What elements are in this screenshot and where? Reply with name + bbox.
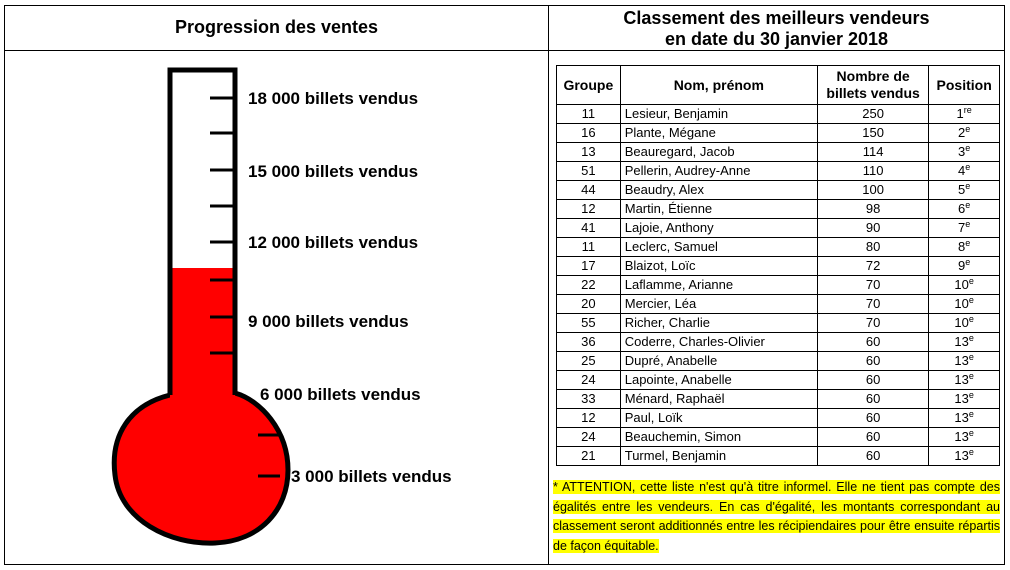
cell-nom: Leclerc, Samuel [620,238,817,257]
cell-groupe: 11 [557,105,621,124]
scale-label-3000: 3 000 billets vendus [291,467,452,486]
cell-groupe: 51 [557,162,621,181]
cell-position [929,143,1000,162]
position-ordinal-suffix: e [968,409,974,419]
warning-note-text: * ATTENTION, cette liste n'est qu'à titre informel. Elle ne tient pas compte des égalités entre les vendeurs. En cas d'égalité, les montants correspondant au classement seront additionnés entre les récipiendaires pour être ensuite répartis de façon équitable. [553,480,1000,553]
table-row [557,428,1000,447]
table-row [557,352,1000,371]
cell-billets: 110 [817,162,928,181]
position-number: 6 [958,201,966,216]
scale-label-9000: 9 000 billets vendus [248,312,409,331]
cell-billets: 60 [817,409,928,428]
column-header-nom: Nom, prénom [620,66,817,105]
cell-position [929,276,1000,295]
table-row [557,390,1000,409]
sales-thermometer [110,65,450,560]
cell-nom: Turmel, Benjamin [620,447,817,466]
position-ordinal-suffix: e [965,238,971,248]
table-row [557,295,1000,314]
cell-billets: 150 [817,124,928,143]
cell-groupe: 55 [557,314,621,333]
position-number: 13 [954,334,969,349]
right-title-line2: en date du 30 janvier 2018 [664,29,889,49]
cell-nom: Plante, Mégane [620,124,817,143]
position-ordinal-suffix: e [968,371,974,381]
cell-groupe: 33 [557,390,621,409]
table-row [557,181,1000,200]
position-number: 4 [958,163,966,178]
table-row [557,314,1000,333]
thermometer-bulb [114,393,288,543]
cell-groupe: 11 [557,238,621,257]
position-number: 2 [958,125,966,140]
cell-nom: Dupré, Anabelle [620,352,817,371]
cell-billets: 100 [817,181,928,200]
position-number: 13 [954,448,969,463]
cell-nom: Ménard, Raphaël [620,390,817,409]
column-header-position: Position [929,66,1000,105]
cell-position [929,295,1000,314]
cell-groupe: 12 [557,200,621,219]
scale-label-18000: 18 000 billets vendus [248,89,419,108]
scale-label-15000: 15 000 billets vendus [248,162,419,181]
cell-groupe: 12 [557,409,621,428]
position-number: 10 [954,277,969,292]
cell-position [929,390,1000,409]
position-ordinal-suffix: e [965,257,971,267]
cell-position [929,257,1000,276]
cell-position [929,238,1000,257]
position-number: 3 [958,144,966,159]
position-ordinal-suffix: e [965,124,971,134]
table-row [557,447,1000,466]
position-ordinal-suffix: e [968,390,974,400]
table-row [557,219,1000,238]
cell-position [929,371,1000,390]
cell-position [929,105,1000,124]
position-ordinal-suffix: e [965,181,971,191]
cell-position [929,162,1000,181]
position-number: 8 [958,239,966,254]
cell-groupe: 24 [557,371,621,390]
cell-nom: Beauchemin, Simon [620,428,817,447]
position-ordinal-suffix: e [968,333,974,343]
cell-nom: Pellerin, Audrey-Anne [620,162,817,181]
cell-nom: Mercier, Léa [620,295,817,314]
table-row [557,162,1000,181]
position-number: 10 [954,296,969,311]
cell-groupe: 22 [557,276,621,295]
cell-billets: 60 [817,428,928,447]
cell-nom: Blaizot, Loïc [620,257,817,276]
table-row [557,371,1000,390]
position-number: 13 [954,391,969,406]
cell-groupe: 17 [557,257,621,276]
right-panel-title [549,8,1004,50]
position-ordinal-suffix: e [965,219,971,229]
table-row [557,276,1000,295]
cell-billets: 60 [817,333,928,352]
position-ordinal-suffix: re [963,105,972,115]
cell-billets: 70 [817,295,928,314]
position-ordinal-suffix: e [968,314,974,324]
position-number: 1 [956,106,964,121]
warning-note [553,478,1000,556]
position-number: 5 [958,182,966,197]
cell-billets: 72 [817,257,928,276]
table-row [557,124,1000,143]
frame-header-divider [4,50,1005,51]
cell-groupe: 44 [557,181,621,200]
frame-middle [548,5,549,565]
cell-nom: Beaudry, Alex [620,181,817,200]
cell-position [929,352,1000,371]
cell-billets: 98 [817,200,928,219]
cell-groupe: 41 [557,219,621,238]
cell-billets: 60 [817,371,928,390]
scale-label-6000: 6 000 billets vendus [260,385,421,404]
table-row [557,105,1000,124]
cell-groupe: 16 [557,124,621,143]
cell-billets: 70 [817,276,928,295]
position-number: 7 [958,220,966,235]
cell-billets: 90 [817,219,928,238]
position-ordinal-suffix: e [968,352,974,362]
cell-position [929,447,1000,466]
frame-top [4,5,1005,6]
cell-groupe: 21 [557,447,621,466]
cell-billets: 60 [817,447,928,466]
frame-left [4,5,5,565]
position-ordinal-suffix: e [965,143,971,153]
cell-billets: 250 [817,105,928,124]
cell-position [929,181,1000,200]
cell-groupe: 13 [557,143,621,162]
frame-right [1004,5,1005,565]
table-row [557,333,1000,352]
ranking-table [556,65,1000,466]
cell-groupe: 36 [557,333,621,352]
table-row [557,143,1000,162]
cell-groupe: 20 [557,295,621,314]
frame-bottom [4,564,1005,565]
cell-billets: 60 [817,352,928,371]
cell-position [929,314,1000,333]
cell-groupe: 25 [557,352,621,371]
cell-position [929,333,1000,352]
cell-billets: 114 [817,143,928,162]
position-ordinal-suffix: e [968,295,974,305]
cell-position [929,219,1000,238]
position-ordinal-suffix: e [968,447,974,457]
position-ordinal-suffix: e [965,162,971,172]
cell-billets: 70 [817,314,928,333]
table-header-row [557,66,1000,105]
cell-nom: Coderre, Charles-Olivier [620,333,817,352]
scale-label-12000: 12 000 billets vendus [248,233,419,252]
cell-nom: Paul, Loïk [620,409,817,428]
cell-position [929,200,1000,219]
position-number: 13 [954,353,969,368]
column-header-billets: Nombre de billets vendus [817,66,928,105]
cell-nom: Laflamme, Arianne [620,276,817,295]
cell-groupe: 24 [557,428,621,447]
position-number: 13 [954,410,969,425]
table-row [557,200,1000,219]
table-row [557,257,1000,276]
thermometer-fill [170,268,235,403]
cell-position [929,428,1000,447]
cell-nom: Lesieur, Benjamin [620,105,817,124]
table-row [557,238,1000,257]
position-number: 13 [954,429,969,444]
right-title-line1: Classement des meilleurs vendeurs [623,8,930,28]
position-ordinal-suffix: e [968,428,974,438]
position-ordinal-suffix: e [968,276,974,286]
cell-nom: Lajoie, Anthony [620,219,817,238]
cell-billets: 80 [817,238,928,257]
position-number: 10 [954,315,969,330]
cell-nom: Lapointe, Anabelle [620,371,817,390]
cell-nom: Martin, Étienne [620,200,817,219]
position-ordinal-suffix: e [965,200,971,210]
column-header-groupe: Groupe [557,66,621,105]
cell-position [929,124,1000,143]
cell-nom: Richer, Charlie [620,314,817,333]
left-panel-title: Progression des ventes [174,17,379,37]
position-number: 9 [958,258,966,273]
cell-billets: 60 [817,390,928,409]
position-number: 13 [954,372,969,387]
table-row [557,409,1000,428]
cell-nom: Beauregard, Jacob [620,143,817,162]
cell-position [929,409,1000,428]
